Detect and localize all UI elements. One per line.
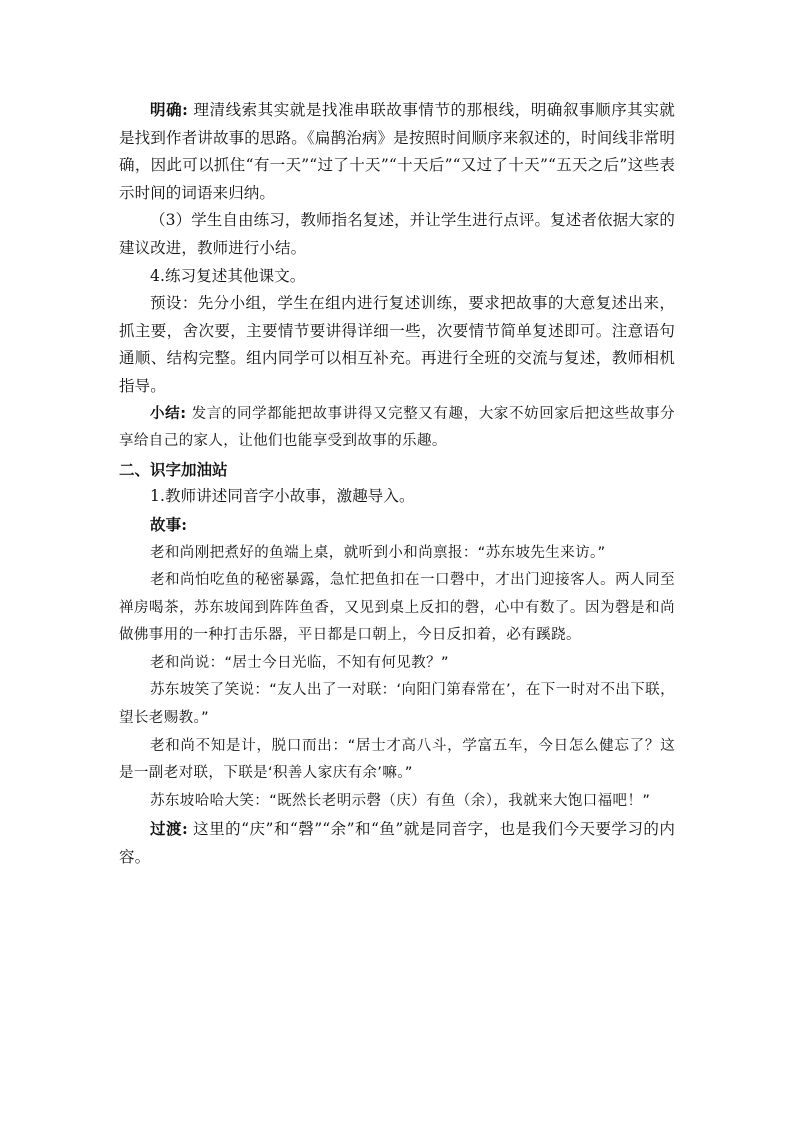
story-paragraph-5 [119,733,675,788]
paragraph-text: 理清线索其实就是找准串联故事情节的那根线，明确叙事顺序其实就是找到作者讲故事的思路。《扁鹊治病》是按照时间顺序来叙述的，时间线非常明确，因此可以抓住“有一天”“过了十天”“十天后”“又过了十天”“五天之后”这些表示时间的词语来归纳。 [119,101,676,202]
section-heading: 二、识字加油站 [119,459,228,479]
paragraph-story-label [119,511,675,540]
paragraph-mingque [119,96,675,207]
paragraph-lead: 故事: [150,514,188,534]
paragraph-text: 预设：先分小组，学生在组内进行复述训练，要求把故事的大意复述出来，抓主要，舍次要，主要情节要讲得详细一些，次要情节简单复述即可。注意语句通顺、结构完整。组内同学可以相互补充。再进行全班的交流与复述，教师相机指导。 [119,294,675,395]
paragraph-text: 老和尚刚把煮好的鱼端上桌，就听到小和尚禀报：“苏东坡先生来访。” [150,544,606,561]
paragraph-lead: 过渡: [150,819,188,839]
story-paragraph-1 [119,540,675,568]
paragraph-text: 1.教师讲述同音字小故事，激趣导入。 [150,487,415,506]
paragraph-lead: 明确: [150,100,188,119]
paragraph-text: （3）学生自由练习，教师指名复述，并让学生进行点评。复述者依据大家的建议改进，教师进行小结。 [119,211,675,257]
paragraph-xiaojie [119,401,675,456]
story-paragraph-2 [119,567,675,650]
story-paragraph-6 [119,788,675,816]
paragraph-text: 老和尚不知是计，脱口而出：“居士才高八斗，学富五车，今日怎么健忘了？这是一副老对联，下联是‘积善人家庆有余’嘛。” [119,737,675,782]
paragraph-lead: 小结: [150,405,187,422]
paragraph-text: 老和尚怕吃鱼的秘密暴露，急忙把鱼扣在一口磬中，才出门迎接客人。两人同至禅房喝茶，苏东坡闻到阵阵鱼香，又见到桌上反扣的磬，心中有数了。因为磬是和尚做佛事用的一种打击乐器，平日都是口朝上，今日反扣着，必有蹊跷。 [119,572,675,644]
paragraph-yushe [119,290,675,400]
paragraph-text: 4.练习复述其他课文。 [150,266,306,285]
story-paragraph-4 [119,677,675,732]
paragraph-step-4 [119,263,675,291]
paragraph-section-intro [119,483,675,511]
paragraph-text: 发言的同学都能把故事讲得又完整又有趣，大家不妨回家后把这些故事分享给自己的家人，让他们也能享受到故事的乐趣。 [119,405,675,450]
paragraph-text: 老和尚说：“居士今日光临，不知有何见教？” [150,654,449,671]
document-body [119,96,675,872]
paragraph-guodu [119,815,675,871]
paragraph-text: 苏东坡笑了笑说：“友人出了一对联：‘向阳门第春常在’，在下一时对不出下联，望长老赐教。” [119,682,675,727]
paragraph-text: 苏东坡哈哈大笑：“既然长老明示磬（庆）有鱼（余），我就来大饱口福吧！” [150,792,651,809]
story-paragraph-3 [119,650,675,678]
paragraph-step-3 [119,207,675,262]
paragraph-text: 这里的“庆”和“磬”“余”和“鱼”就是同音字，也是我们今天要学习的内容。 [119,820,675,867]
